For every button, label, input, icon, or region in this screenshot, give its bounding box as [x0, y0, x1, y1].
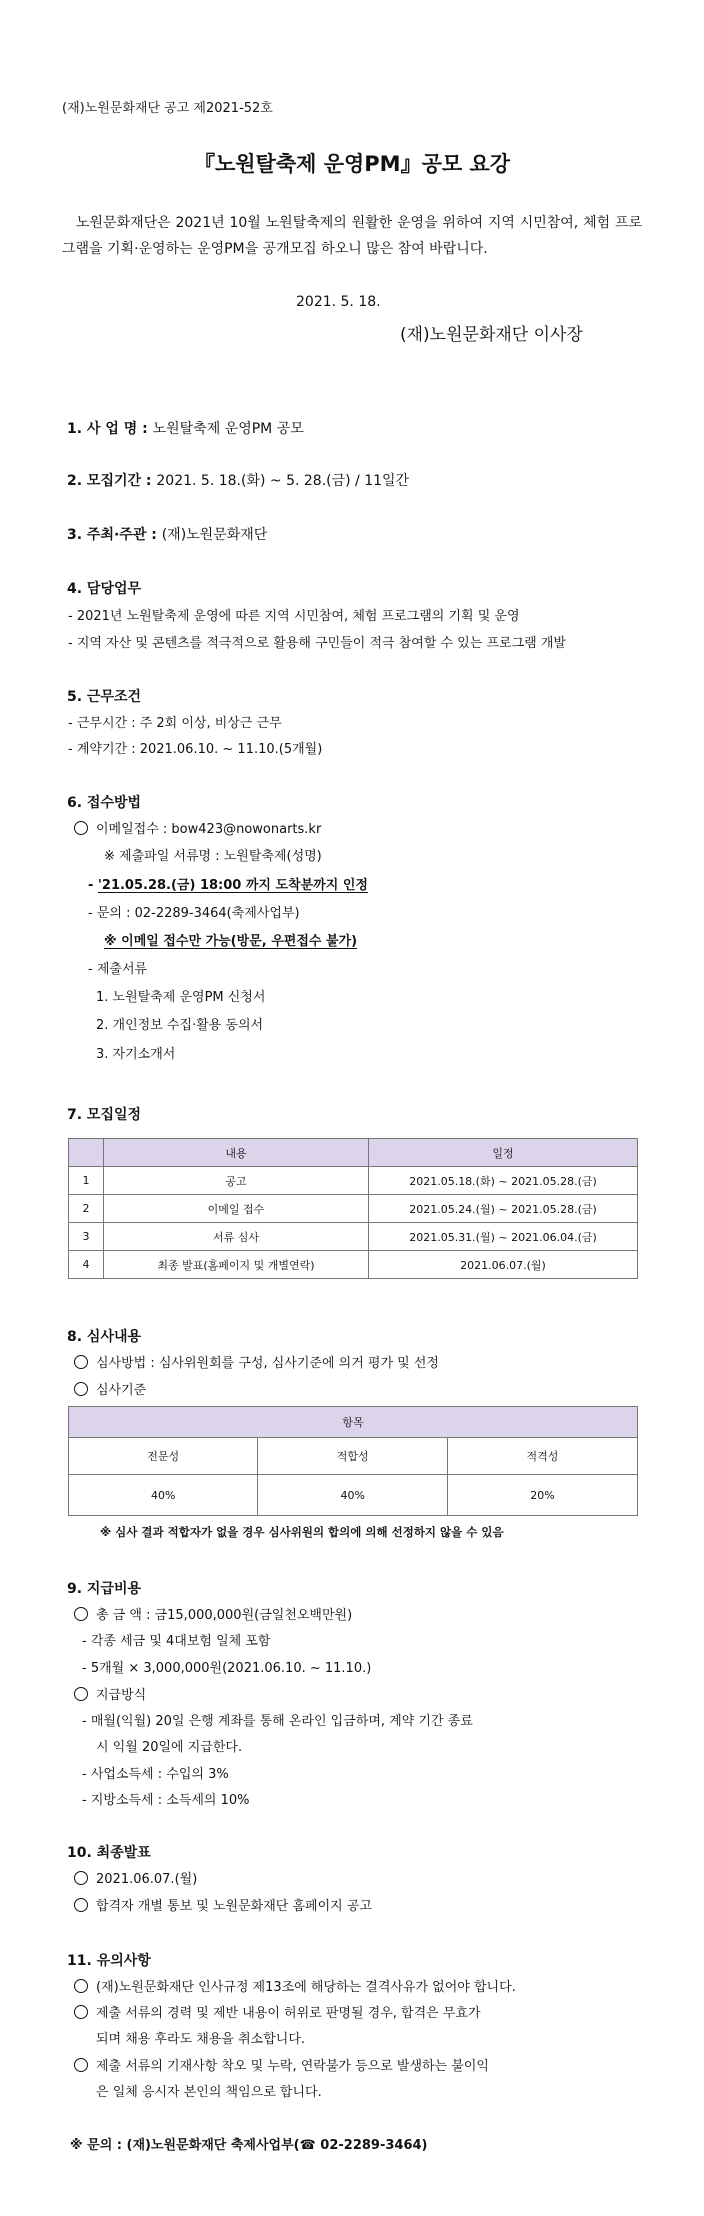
- announce-date: 2021.06.07.(월): [74, 1868, 197, 1887]
- circle-bullet-icon: [74, 1871, 88, 1885]
- file-name-note: ※ 제출파일 서류명 : 노원탈축제(성명): [104, 849, 322, 864]
- section-1: [67, 418, 304, 438]
- table-header-row: [69, 1139, 638, 1167]
- page-title: 『노원탈축제 운영PM』공모 요강: [193, 152, 511, 176]
- total-amount: 총 금 액 : 금15,000,000원(금일천오백만원): [74, 1604, 352, 1623]
- header-content: 내용: [104, 1139, 369, 1167]
- note-1: (재)노원문화재단 인사규정 제13조에 해당하는 결격사유가 없어야 합니다.: [74, 1976, 516, 1995]
- doc-item: 1. 노원탈축제 운영PM 신청서: [96, 990, 266, 1005]
- criteria-table: [68, 1406, 638, 1516]
- section-10-heading: 10. 최종발표: [67, 1845, 151, 1861]
- circle-bullet-icon: [74, 821, 88, 835]
- email-submission: 이메일접수 : bow423@nowonarts.kr: [74, 818, 321, 837]
- header-schedule: 일정: [369, 1139, 638, 1167]
- section-2: [67, 470, 409, 490]
- table-row: 1 공고 2021.05.18.(화) ~ 2021.05.28.(금): [69, 1167, 638, 1195]
- section-2-label: 2. 모집기간 :: [67, 473, 152, 489]
- section-6-heading: 6. 접수방법: [67, 795, 142, 811]
- table-row: 2 이메일 접수 2021.05.24.(월) ~ 2021.05.28.(금): [69, 1195, 638, 1223]
- note-3: 제출 서류의 기재사항 착오 및 누락, 연락불가 등으로 발생하는 불이익: [74, 2055, 489, 2074]
- announce-method: 합격자 개별 통보 및 노원문화재단 홈페이지 공고: [74, 1895, 372, 1914]
- table-row: 4 최종 발표(홈페이지 및 개별연락) 2021.06.07.(월): [69, 1251, 638, 1279]
- note-2-cont: 되며 채용 후라도 채용을 취소합니다.: [96, 2032, 306, 2047]
- intro-paragraph: 노원문화재단은 2021년 10월 노원탈축제의 원활한 운영을 위하여 지역 시민참여, 체험 프로그램을 기획·운영하는 운영PM을 공개모집 하오니 많은 참여 바랍니다.: [62, 215, 642, 257]
- payment-method-1: - 매월(익월) 20일 은행 계좌를 통해 온라인 입금하며, 계약 기간 종료: [82, 1714, 473, 1729]
- circle-bullet-icon: [74, 2005, 88, 2019]
- section-2-value: 2021. 5. 18.(화) ~ 5. 28.(금) / 11일간: [156, 473, 410, 489]
- note-3-cont: 은 일체 응시자 본인의 책임으로 합니다.: [96, 2085, 322, 2100]
- phone-icon: ☎: [299, 2138, 316, 2153]
- issuer: (재)노원문화재단 이사장: [400, 325, 583, 345]
- circle-bullet-icon: [74, 1898, 88, 1912]
- circle-bullet-icon: [74, 1355, 88, 1369]
- table-header-row: 항목: [69, 1407, 638, 1438]
- tax-included: - 각종 세금 및 4대보험 일체 포함: [82, 1634, 271, 1649]
- notice-date: 2021. 5. 18.: [296, 294, 381, 310]
- section-4-item: - 2021년 노원탈축제 운영에 따른 지역 시민참여, 체험 프로그램의 기획 및 운영: [68, 609, 520, 624]
- notice-number: (재)노원문화재단 공고 제2021-52호: [62, 101, 273, 116]
- section-7-heading: 7. 모집일정: [67, 1107, 142, 1123]
- section-4-heading: 4. 담당업무: [67, 581, 142, 597]
- doc-item: 3. 자기소개서: [96, 1047, 176, 1062]
- table-row: 3 서류 심사 2021.05.31.(월) ~ 2021.06.04.(금): [69, 1223, 638, 1251]
- circle-bullet-icon: [74, 1979, 88, 1993]
- payment-method-label: 지급방식: [74, 1684, 146, 1703]
- table-row: 40% 40% 20%: [69, 1475, 638, 1516]
- email-only-note: ※ 이메일 접수만 가능(방문, 우편접수 불가): [104, 934, 358, 949]
- payment-method-2: 시 익월 20일에 지급한다.: [96, 1740, 243, 1755]
- review-criteria-label: 심사기준: [74, 1379, 146, 1398]
- section-5-heading: 5. 근무조건: [67, 689, 142, 705]
- doc-item: 2. 개인정보 수집·활용 동의서: [96, 1018, 264, 1033]
- circle-bullet-icon: [74, 1687, 88, 1701]
- schedule-table: [68, 1138, 638, 1279]
- section-3-value: (재)노원문화재단: [161, 527, 268, 543]
- section-9-heading: 9. 지급비용: [67, 1581, 142, 1597]
- business-tax: - 사업소득세 : 수입의 3%: [82, 1767, 229, 1782]
- table-row: 전문성 적합성 적격성: [69, 1438, 638, 1475]
- note-2: 제출 서류의 경력 및 제반 내용이 허위로 판명될 경우, 합격은 무효가: [74, 2002, 481, 2021]
- inquiry: - 문의 : 02-2289-3464(축제사업부): [88, 906, 300, 921]
- section-11-heading: 11. 유의사항: [67, 1953, 151, 1969]
- circle-bullet-icon: [74, 2058, 88, 2072]
- section-4-item: - 지역 자산 및 콘텐츠를 적극적으로 활용해 구민들이 적극 참여할 수 있는 프로그램 개발: [68, 636, 566, 651]
- review-method: 심사방법 : 심사위원회를 구성, 심사기준에 의거 평가 및 선정: [74, 1352, 439, 1371]
- section-5-item: - 근무시간 : 주 2회 이상, 비상근 근무: [68, 716, 282, 731]
- section-1-label: 1. 사 업 명 :: [67, 421, 148, 437]
- footer-inquiry: ※ 문의 : (재)노원문화재단 축제사업부(☎ 02-2289-3464): [70, 2138, 428, 2153]
- section-3-label: 3. 주최·주관 :: [67, 527, 157, 543]
- docs-label: - 제출서류: [88, 962, 148, 977]
- circle-bullet-icon: [74, 1382, 88, 1396]
- section-5-item: - 계약기간 : 2021.06.10. ~ 11.10.(5개월): [68, 742, 323, 757]
- deadline: - '21.05.28.(금) 18:00 까지 도착분까지 인정: [88, 878, 368, 893]
- local-tax: - 지방소득세 : 소득세의 10%: [82, 1793, 250, 1808]
- criteria-note: ※ 심사 결과 적합자가 없을 경우 심사위원의 합의에 의해 선정하지 않을 수 있음: [100, 1525, 504, 1539]
- section-3: [67, 524, 267, 544]
- monthly-fee: - 5개월 × 3,000,000원(2021.06.10. ~ 11.10.): [82, 1661, 372, 1676]
- section-8-heading: 8. 심사내용: [67, 1329, 142, 1345]
- section-1-value: 노원탈축제 운영PM 공모: [152, 421, 304, 437]
- circle-bullet-icon: [74, 1607, 88, 1621]
